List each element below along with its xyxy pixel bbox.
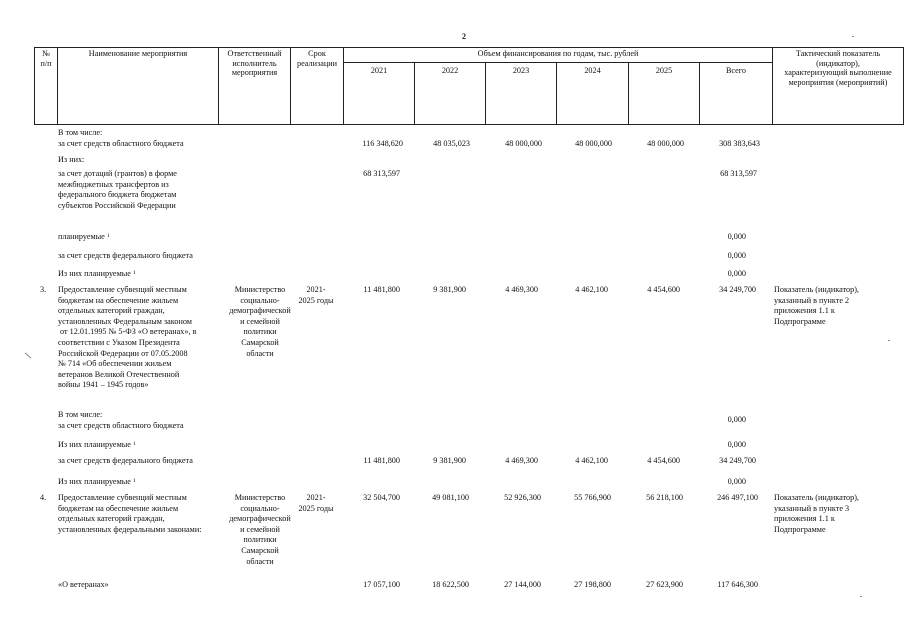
- item-indicator: Показатель (индикатор), указанный в пункте 3 приложения 1.1 к Подпрограмме: [774, 493, 859, 534]
- cell-2022: 49 081,100: [432, 493, 469, 502]
- cell-total: 246 497,100: [717, 493, 758, 502]
- header-year: 2025: [655, 66, 673, 75]
- row-label: за счет средств федерального бюджета: [58, 456, 193, 465]
- cell-2021: 11 481,800: [363, 285, 400, 294]
- cell-2024: 55 766,900: [574, 493, 611, 502]
- item-number: 4.: [40, 493, 47, 502]
- cell-total: 0,000: [727, 440, 746, 449]
- header-indicator: Тактический показатель (индикатор), характеризующий выполнение мероприятия (мероприятий): [784, 49, 892, 87]
- cell-2023: 4 469,300: [505, 285, 538, 294]
- row-label: планируемые $^1$: [58, 232, 110, 241]
- cell-2025: 56 218,100: [646, 493, 683, 502]
- item-responsible: Министерство социально- демографической и семейной политики Самарской области: [229, 285, 291, 358]
- item-term: 2021- 2025 годы: [298, 285, 334, 305]
- cell-2025: 48 000,000: [647, 139, 684, 148]
- cell-2021: 116 348,620: [362, 139, 403, 148]
- scan-mark: [888, 340, 890, 341]
- cell-2024: 4 462,100: [575, 456, 608, 465]
- row-label: Из них:: [58, 155, 85, 164]
- cell-2023: 48 000,000: [505, 139, 542, 148]
- cell-total: 34 249,700: [719, 456, 756, 465]
- cell-2021: 68 313,597: [363, 169, 400, 178]
- header-year: 2022: [441, 66, 459, 75]
- row-label: за счет дотаций (грантов) в форме межбюджетных трансфертов из федерального бюджета бюджетам субъектов Российской Федерации: [58, 169, 177, 210]
- row-label: за счет средств федерального бюджета: [58, 251, 193, 260]
- header-year: 2021: [370, 66, 388, 75]
- cell-2024: 48 000,000: [575, 139, 612, 148]
- scan-mark: [852, 36, 854, 37]
- cell-2021: 17 057,100: [363, 580, 400, 589]
- cell-2025: 27 623,900: [646, 580, 683, 589]
- cell-total: 34 249,700: [719, 285, 756, 294]
- cell-2022: 9 381,900: [433, 285, 466, 294]
- cell-2021: 32 504,700: [363, 493, 400, 502]
- row-label: Из них планируемые $^1$: [58, 269, 136, 278]
- cell-2022: 48 035,023: [433, 139, 470, 148]
- cell-2022: 18 622,500: [432, 580, 469, 589]
- cell-total: 117 646,300: [717, 580, 758, 589]
- cell-2024: 27 198,800: [574, 580, 611, 589]
- cell-2023: 27 144,000: [504, 580, 541, 589]
- item-name: Предоставление субвенций местным бюджетам на обеспечение жильем отдельных категорий граждан, установленных федеральными законами:: [58, 493, 202, 534]
- row-label: «О ветеранах»: [58, 580, 109, 589]
- cell-total: 0,000: [727, 477, 746, 486]
- row-label: Из них планируемые $^1$: [58, 477, 136, 486]
- scan-mark: [25, 353, 32, 359]
- header-total: Всего: [725, 66, 747, 75]
- cell-total: 0,000: [727, 415, 746, 424]
- cell-2021: 11 481,800: [363, 456, 400, 465]
- header-year: 2024: [584, 66, 601, 75]
- item-indicator: Показатель (индикатор), указанный в пункте 2 приложения 1.1 к Подпрограмме: [774, 285, 859, 326]
- cell-2025: 4 454,600: [647, 285, 680, 294]
- item-number: 3.: [40, 285, 47, 294]
- header-funding: Объем финансирования по годам, тыс. рублей: [477, 49, 639, 58]
- cell-total: 68 313,597: [720, 169, 757, 178]
- cell-2022: 9 381,900: [433, 456, 466, 465]
- row-label: Из них планируемые $^1$: [58, 440, 136, 449]
- item-term: 2021- 2025 годы: [298, 493, 334, 513]
- cell-total: 308 383,643: [719, 139, 760, 148]
- item-responsible: Министерство социально- демографической и семейной политики Самарской области: [229, 493, 291, 566]
- row-label: В том числе: за счет средств областного бюджета: [58, 410, 184, 430]
- page-number: 2: [462, 32, 466, 41]
- cell-total: 0,000: [727, 251, 746, 260]
- item-name: Предоставление субвенций местным бюджетам на обеспечение жильем отдельных категорий граждан, установленных Федеральным законом от 12.01.1995 № 5-ФЗ «О ветеранах», в соответствии с Указом Президента Российской Федерации от 07.05.2008 № 714 «Об обеспечении жильем ветеранов Великой Отечественной войны 1941 – 1945 годов»: [58, 285, 197, 390]
- table-header: [34, 47, 904, 125]
- cell-total: 0,000: [727, 269, 746, 278]
- scan-mark: [860, 596, 862, 597]
- cell-2023: 52 926,300: [504, 493, 541, 502]
- cell-2023: 4 469,300: [505, 456, 538, 465]
- header-name: Наименование мероприятия: [88, 49, 188, 58]
- row-label: В том числе: за счет средств областного бюджета: [58, 128, 184, 148]
- cell-2024: 4 462,100: [575, 285, 608, 294]
- header-responsible: Ответственный исполнитель мероприятия: [227, 49, 282, 78]
- header-num: № п/п: [40, 49, 52, 68]
- cell-total: 0,000: [727, 232, 746, 241]
- header-term: Срок реализации: [296, 49, 337, 68]
- header-year: 2023: [512, 66, 530, 75]
- cell-2025: 4 454,600: [647, 456, 680, 465]
